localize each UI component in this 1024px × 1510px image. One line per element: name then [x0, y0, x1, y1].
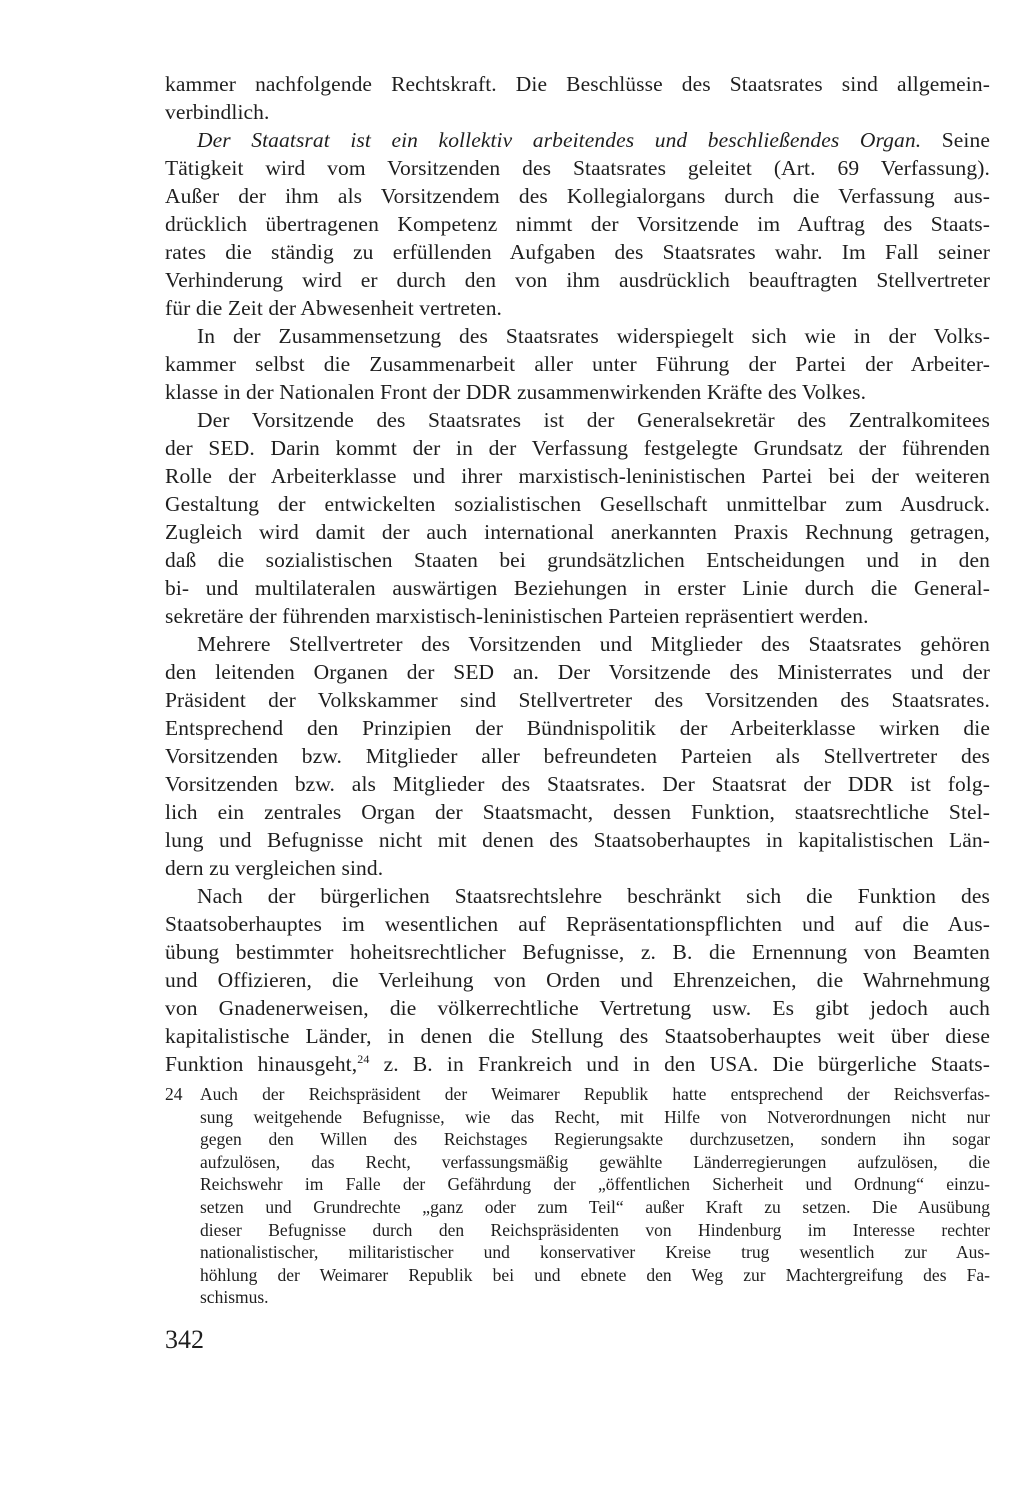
- text-line: Nach der bürgerlichen Staatsrechtslehre beschränkt sich die Funktion des: [197, 884, 990, 908]
- footnote-line: Reichswehr im Falle der Gefährdung der „öffentlichen Sicherheit und Ordnung“ einzu-: [200, 1174, 990, 1195]
- text-line: Rolle der Arbeiterklasse und ihrer marxistisch-leninistischen Partei bei der weiteren: [165, 464, 990, 488]
- footnote-line: höhlung der Weimarer Republik bei und ebnete den Weg zur Machtergreifung des Fa-: [200, 1264, 990, 1285]
- footnote-line: Auch der Reichspräsident der Weimarer Republik hatte entsprechend der Reichsverfas-: [200, 1084, 990, 1104]
- text-line: [197, 126, 990, 154]
- text-line: Vorsitzenden bzw. Mitglieder aller befreundeten Parteien als Stellvertreter des: [165, 744, 990, 768]
- text-line: von Gnadenerweisen, die völkerrechtliche Vertretung usw. Es gibt jedoch auch: [165, 996, 990, 1020]
- text-line: den leitenden Organen der SED an. Der Vorsitzende des Ministerrates und der: [165, 660, 990, 684]
- text-line: Entsprechend den Prinzipien der Bündnispolitik der Arbeiterklasse wirken die: [165, 716, 990, 740]
- text-fragment: z. B. in Frankreich und in den USA. Die bürgerliche Staats-: [369, 1052, 990, 1076]
- text-line: Außer der ihm als Vorsitzendem des Kollegialorgans durch die Verfassung aus-: [165, 184, 990, 208]
- text-line: bi- und multilateralen auswärtigen Beziehungen in erster Linie durch die General-: [165, 576, 990, 600]
- text-line: Vorsitzenden bzw. als Mitglieder des Staatsrates. Der Staatsrat der DDR ist folg-: [165, 772, 990, 796]
- footnote-line: dieser Befugnisse durch den Reichspräsidenten von Hindenburg im Interesse rechter: [200, 1219, 990, 1240]
- text-line: kammer selbst die Zusammenarbeit aller unter Führung der Partei der Arbeiter-: [165, 352, 990, 376]
- footnote-line: gegen den Willen des Reichstages Regierungsakte durchzusetzen, sondern ihn sogar: [200, 1129, 990, 1150]
- text-line: und Offizieren, die Verleihung von Orden und Ehrenzeichen, die Wahrnehmung: [165, 968, 990, 992]
- text-line: Präsident der Volkskammer sind Stellvertreter des Vorsitzenden des Staatsrates.: [165, 688, 990, 712]
- text-line: der SED. Darin kommt der in der Verfassung festgelegte Grundsatz der führenden: [165, 436, 990, 460]
- footnote-line: nationalistischer, militaristischer und konservativer Kreise trug wesentlich zur Aus-: [200, 1242, 990, 1263]
- text-line: In der Zusammensetzung des Staatsrates widerspiegelt sich wie in der Volks-: [197, 324, 990, 348]
- text-line: dern zu vergleichen sind.: [165, 856, 384, 880]
- text-line: verbindlich.: [165, 100, 270, 124]
- text-line: Der Vorsitzende des Staatsrates ist der Generalsekretär des Zentralkomitees: [197, 408, 990, 432]
- text-line: sekretäre der führenden marxistisch-leninistischen Parteien repräsentiert werden.: [165, 604, 869, 628]
- footnote-number: 24: [165, 1084, 183, 1104]
- footnote-line: schismus.: [200, 1287, 269, 1308]
- footnote-line: aufzulösen, das Recht, verfassungsmäßig gewählte Länderregierungen aufzulösen, die: [200, 1151, 990, 1172]
- footnote-reference: 24: [357, 1052, 370, 1066]
- text-line: Tätigkeit wird vom Vorsitzenden des Staatsrates geleitet (Art. 69 Verfassung).: [165, 156, 990, 180]
- text-line: kapitalistische Länder, in denen die Stellung des Staatsoberhauptes weit über diese: [165, 1024, 990, 1048]
- text-line: lich ein zentrales Organ der Staatsmacht, dessen Funktion, staatsrechtliche Stel-: [165, 800, 990, 824]
- text-line: Zugleich wird damit der auch international anerkannten Praxis Rechnung getragen,: [165, 520, 990, 544]
- text-fragment: Seine: [941, 128, 990, 152]
- text-line: [165, 1050, 990, 1078]
- text-line: Gestaltung der entwickelten sozialistischen Gesellschaft unmittelbar zum Ausdruck.: [165, 492, 990, 516]
- text-line: daß die sozialistischen Staaten bei grundsätzlichen Entscheidungen und in den: [165, 548, 990, 572]
- footnote-line: setzen und Grundrechte „ganz oder zum Teil“ außer Kraft zu setzen. Die Ausübung: [200, 1197, 990, 1217]
- text-line: rates die ständig zu erfüllenden Aufgaben des Staatsrates wahr. Im Fall seiner: [165, 240, 990, 264]
- emphasized-text: Der Staatsrat ist ein kollektiv arbeitendes und beschließendes Organ.: [197, 128, 922, 152]
- page-number: 342: [165, 1325, 204, 1354]
- text-line: klasse in der Nationalen Front der DDR zusammenwirkenden Kräfte des Volkes.: [165, 380, 867, 404]
- text-line: Mehrere Stellvertreter des Vorsitzenden und Mitglieder des Staatsrates gehören: [197, 632, 990, 656]
- text-line: Verhinderung wird er durch den von ihm ausdrücklich beauftragten Stellvertreter: [165, 268, 990, 292]
- text-line: drücklich übertragenen Kompetenz nimmt der Vorsitzende im Auftrag des Staats-: [165, 212, 990, 236]
- text-fragment: Funktion hinausgeht,: [165, 1052, 358, 1076]
- text-line: kammer nachfolgende Rechtskraft. Die Beschlüsse des Staatsrates sind allgemein-: [165, 72, 990, 96]
- text-line: für die Zeit der Abwesenheit vertreten.: [165, 296, 503, 320]
- footnote-line: sung weitgehende Befugnisse, wie das Recht, mit Hilfe von Notverordnungen nicht nur: [200, 1106, 990, 1127]
- text-line: lung und Befugnisse nicht mit denen des Staatsoberhauptes in kapitalistischen Län-: [165, 828, 990, 852]
- text-line: übung bestimmter hoheitsrechtlicher Befugnisse, z. B. die Ernennung von Beamten: [165, 940, 990, 964]
- text-line: Staatsoberhauptes im wesentlichen auf Repräsentationspflichten und auf die Aus-: [165, 912, 990, 936]
